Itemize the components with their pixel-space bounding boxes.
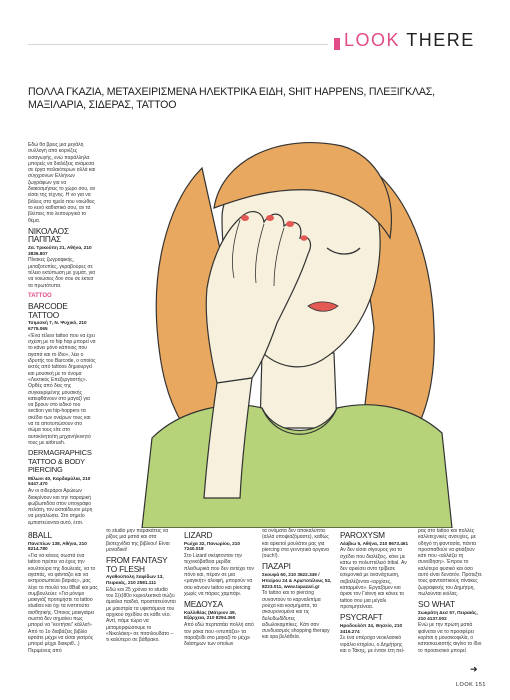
- shop-heading: PAROXYSM: [340, 530, 385, 540]
- shop-heading: BARCODE TATTOO: [28, 301, 68, 320]
- text-column-6: [418, 528, 484, 657]
- woman-hand-on-face-illustration: [112, 138, 480, 528]
- shop-heading: FROM FANTASY TO FLESH: [106, 555, 168, 574]
- intro-paragraph: Εδώ θα βρεις μια μεγάλη συλλογή από κορνίζες εισαγωγής, ενώ παράλληλα μπορείς να διαλέξεις ανάμεσα σε έργα παλαιότερων αλλά και σύγχρονων Ελλήνων ζωγράφων για να διακοσμήσεις το χώρο σου, αν είσαι της τέχνης. Η νο για να βάλεις στο ημείο που νοιώθεις το κενό καθιστικό σου, αν τα βλέπεις πιο λειτουργικά το θέμα.: [28, 142, 96, 224]
- header-rule: [28, 44, 328, 45]
- page-footer: LOOK 151: [456, 682, 486, 688]
- shop-address: Ρωίχα 32, Πανωρίου, 210 7240.018: [184, 540, 240, 552]
- shop-description: «Για να κάνεις σωστά ένα tattoo πρέπει να έχεις την κουλτούρα της δουλειάς, να το αγαπάς, να φάνταζει και να εκπροσωπεύει βαριάς», μας λέγε το πουλό του 8Ball και μας συμβουλεύει: «Για μόνιμο μακιγιάζ προτιμήστε τα tattoo studios και όχι τα ινστιτούτα αισθητικής. Όποιος μακιγιάρει σωστά δεν σημαίνει πως μπορεί να “κεντήσει” κάλλα!» Από το 1o διαβάζεις βιβλίο εφτιάτε μέχρι να είσαι γιατρός μπορεί μέχρι διακριθ...) Περιμένεις από: [28, 553, 98, 654]
- shop-heading: PSYCRAFT: [340, 612, 383, 623]
- shop-description: Ενώ με την πρώτη ματιά φαίνεται να το προσφέρει κορίτσι η μουσικοφιλία, ο κατασκευαστής αιγίνο το ίδιο το προσεκτικό μπορεί: [418, 622, 482, 654]
- shop-address: Ηροδουλόπ 34, Θησείο, 210 3416.274: [340, 622, 403, 634]
- shop-address: Καλλιθέας (Μάτριον 49, Εξάρχεια, 210 8294.360: [184, 609, 236, 621]
- header-accent-bar: [334, 38, 340, 50]
- shop-address: Τσιμισκή 7, Ν. Ψυχικό, 210 6775.065: [28, 320, 87, 332]
- continued-text: τα ονόματα δεν αποκαλύπτει (αλλά υποψιαζόμαστε), καθώς και αρκετοί μουλάτοι μας για piercing στα γεννητικά όργανα (ouch!).: [262, 528, 329, 560]
- shop-address: Μίλωνι 40, Καρδαμύλια, 210 5447.470: [28, 475, 91, 487]
- shop-heading: ΠΑΖΑΡΙ: [262, 561, 291, 572]
- shop-description: Αν δεν είσαι σίγουρος για το σχέδιο που διαλέξεις, κάνε με κάτω το πολυπτέλειό tribal. Αν δεν αρκέσει αντο τρίβεσε εσεμονικά με ανανάχτωση, σεβαλέζονται «αρχίσες, καταρμένο». Εργαζόμεν και άρισε τον Γιάννη και κάνεε το tattoo σου μια μέγαλι προτιμητείνεια.: [340, 547, 407, 610]
- shop-description: To tattoo και το piercing συναντούν το καρναλιπίμα ρούχα και κοσμήματα, τα σκουρονομένα και τις δυλυδωδίδυτες ειδωλοκαμπίκες. Κάτι σαν συνδυασμός shopping therapy και spa βελάθεία.: [262, 590, 330, 641]
- continued-text: ρας στο tattoo και πολλές καλλιτεχνικές ανσυχίες, με οδηγό τη φαντασία, πάντα προσπαθούν να φτιάξουν κάτι που «αλλάζει τη συνείδηση». Έπρου το καλύτερο φυσικό και όσο αυτό είναι δυνατόν. Πρότεξτε τους φανταστικούς πίνακες ζωγραφικής του Δημήτρη, πωλούνται κιόλας.: [418, 528, 482, 597]
- shop-heading: 8BALL: [28, 530, 52, 540]
- shop-heading: DERMAGRAPHICS TATTOO & BODY PIERCING: [28, 448, 92, 475]
- arrow-right-icon: ➜: [470, 664, 478, 674]
- shop-heading: ΜΕΔΟΥΣΑ: [184, 599, 223, 610]
- headline: ΠΟΛΛΑ ΓΚΑΖΙΑ, ΜΕΤΑΧΕΙΡΙΣΜΕΝΑ ΗΛΕΚΤΡΙΚΑ ΕΙΔΗ, SHIT HAPPENS, ΠΛΕΞΙΓΚΛΑΣ, ΜΑΞΙΛΑΡΙΑ, ΣΙΔΕΡΑΣ, TATTOO: [28, 86, 435, 111]
- shop-description: Σε ένα υπέροχα νεοκλασικό νιράλιο κτηρίου, ο Δημήτρης και ο Τάκης, με ένταν έτη πεί-: [340, 635, 405, 654]
- shop-heading: ΝΙΚΟΛΑΟΣ ΠΑΠΠΑΣ: [28, 225, 69, 245]
- shop-description: «Ένα τέλειο tattoo που να έχει σχέση με το hip hop μπορεί να το κάνει μόνο κάποιος που αγαπά και το ίδιο», λέει ο ιδρυτής του Barcode, ο οποίος εκτός από tattoos δημιουργεί και μουσική με το όνομα «Λεκτικός Επεξεργαστής». Ορθές από δεις της συγκεκριμένης μουσικής κατεφθάνουν στο μαγαζί για να βρουν στο ειδικό του section για hip-hoppers τα σκέδιο των ονείρων τους και να τα αποτυπώσουν στο σώμα τους είτε στο αυτοκίνητο/τη μηχανή/κινητό τους με airbrush.: [28, 332, 96, 446]
- section-title-word1: LOOK: [344, 30, 401, 50]
- continued-text: το studio μην παρακάτεις να ρίξεις μια ματιά και στα βιοτεχνίδια της βιβλιου! Είναι μοναδικό!: [106, 528, 170, 553]
- section-title: [344, 30, 475, 51]
- text-column-2: [106, 528, 176, 646]
- shop-address: Ζα. Τρικούπη 21, Αθήνα, 210 3836.807: [28, 244, 92, 256]
- shop-address: Αγαθούπολη Ξαφίδων 13, Πειραιάς, 210 2581.111: [106, 574, 164, 585]
- shop-heading: LIZARD: [184, 530, 213, 540]
- shop-address: Σωκράτη Δεσ 57, Πειραιάς, 210 4137.002: [418, 609, 478, 621]
- fingernail: [286, 221, 294, 227]
- shop-description: Από εδώ περπατάει πολλή από τον ρόκα που «ντυπάζει» τα παραξείδι στο μαγαζί το μέχρι διάσημων των οποίων: [184, 622, 254, 648]
- section-title-word2: THERE: [406, 30, 475, 50]
- fingernail: [266, 215, 274, 221]
- fingernail: [241, 215, 249, 221]
- tattoo-section-label: TATTOO: [28, 292, 52, 299]
- shop-heading: SO WHAT: [418, 599, 455, 610]
- text-column-1: [28, 528, 98, 657]
- shop-description: Στο Lizard σκέφτονταν την τεχνικόβαθεια μερίδα πλειθωρικά που δεν αντέχει τον πόνο και, πέραν σε μια «μαγικήτ» αλοιφή, μπορούν να σου κάνουν tattoo και piercing χωρίς να πάρεις χαμπάρι.: [184, 553, 254, 597]
- shop-description: Πίνακες ζωγραφικής, μεταξοτυπίες, γκραβούρες σε τέλειο εκτύπωση με χυμάτ, για να νοιώσεις δον σου σε έκτεσ τα πρωτότυπα.: [28, 257, 96, 289]
- shop-address: Σκουφά 60, 210 3622.349 / Ηπείρου 24 & Αριστοτέλους 52, 8223.011, www.tapazari.gr: [262, 571, 332, 589]
- shop-description: Αν οι σιδεράροι Αρώεων διακρίνουν και την παραμική φωβωπιδόα στον υπογράφο πελάτη, τον εκπαίδευον μέρη να μεγαλώσει. Στο σημείο εμπιστεύονται αυτό, έτσι.: [28, 488, 93, 526]
- left-column: [28, 142, 96, 529]
- shop-address: Λέαβιω 5, Αθήνα, 210 8673.461: [340, 540, 409, 546]
- text-column-3: [184, 528, 254, 650]
- text-column-5: [340, 528, 410, 657]
- shop-address: Πανεπίων 138, Αθήνα, 210 8214.780: [28, 540, 87, 552]
- text-column-4: [262, 528, 332, 644]
- shop-description: Εδώ και 25 χρόνια το studio του Σ(ε)80ο κυριολεκτικά σώζει άμιαλια παιδιά, προστατεύονται με μαεστρία τα υφιστάμενα του αρχικού σχεδίου σε κάθε νέο. Αντί, πάμε τώρα να μεταμορφώσουμε το «Νικολάκη» σε πιτσιλουδάτο – τι καλύτερο σε βάθρακο.: [106, 586, 176, 644]
- fingernail: [301, 235, 308, 241]
